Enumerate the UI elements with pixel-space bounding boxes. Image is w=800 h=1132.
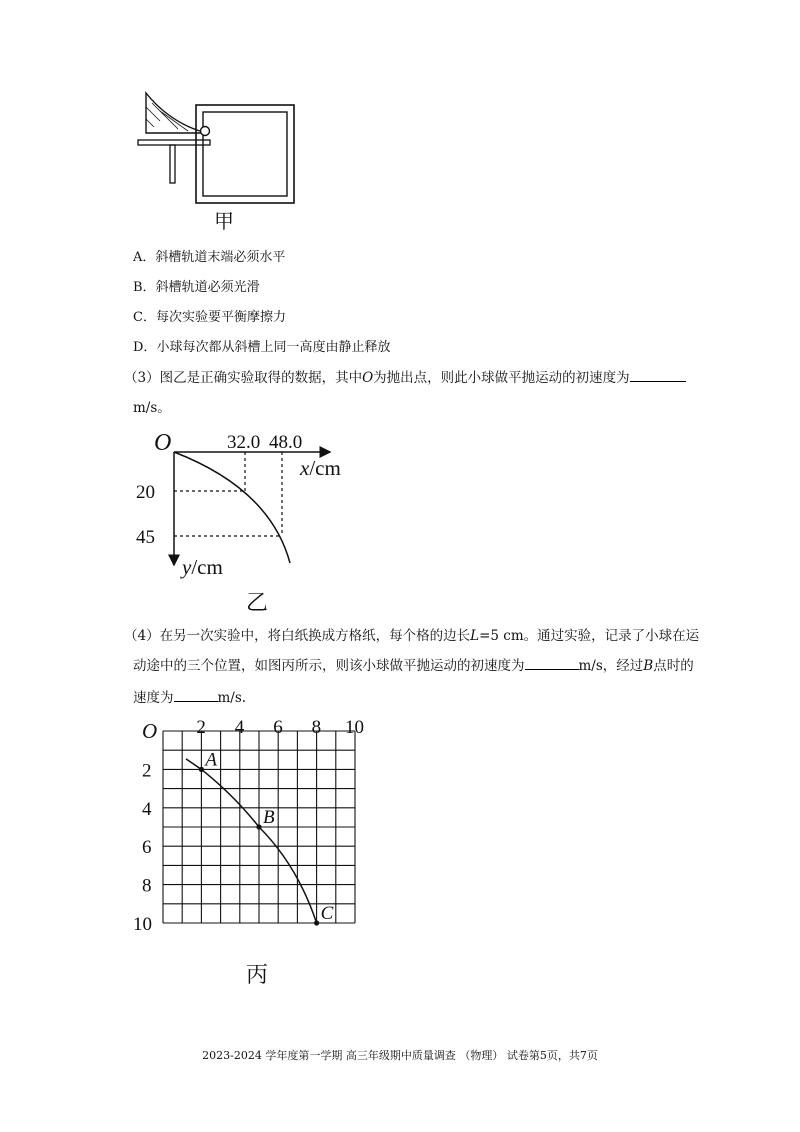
q3-text: 图乙是正确实验取得的数据，其中 bbox=[159, 370, 363, 386]
option-letter: C． bbox=[133, 310, 156, 325]
apparatus-figure bbox=[130, 85, 310, 215]
grid-chart bbox=[130, 712, 380, 952]
y-tick-label: 2 bbox=[142, 760, 152, 782]
origin-label: O bbox=[154, 430, 172, 456]
q4-text: =5 cm。通过实验，记录了小球在运 bbox=[479, 628, 700, 644]
table-leg bbox=[170, 145, 175, 183]
board-inner bbox=[203, 112, 287, 196]
q4-text: m/s. bbox=[217, 690, 247, 706]
trajectory-curve bbox=[174, 452, 290, 563]
option-letter: D． bbox=[133, 340, 157, 355]
option-b bbox=[133, 276, 260, 295]
q4-number: （4） bbox=[124, 628, 160, 644]
y-unit: /cm bbox=[191, 555, 223, 579]
q3-text-post: 为抛出点，则此小球做平抛运动的初速度为 bbox=[373, 370, 630, 386]
origin-label: O bbox=[142, 719, 158, 743]
ball bbox=[201, 127, 210, 136]
x-var: x bbox=[300, 456, 310, 480]
fig-jia-caption: 甲 bbox=[214, 209, 234, 233]
point-b bbox=[256, 824, 261, 829]
x-tick-label: 10 bbox=[345, 717, 364, 738]
option-text: 斜槽轨道必须光滑 bbox=[155, 280, 260, 295]
x-unit: /cm bbox=[309, 456, 341, 480]
x-axis-label bbox=[299, 456, 341, 480]
page-footer: 2023-2024 学年度第一学期 高三年级期中质量调查 （物理） 试卷第5页，共7页 bbox=[202, 1049, 598, 1062]
x-tick-label: 48.0 bbox=[269, 432, 303, 453]
q4-line2 bbox=[133, 654, 694, 674]
point-a bbox=[199, 767, 204, 772]
y-tick-label: 8 bbox=[142, 875, 152, 897]
var-B: B bbox=[643, 658, 654, 674]
option-a bbox=[133, 246, 285, 265]
q4-text: 点时的 bbox=[653, 658, 694, 674]
q4-line1 bbox=[124, 624, 699, 644]
board-outer bbox=[196, 105, 294, 203]
option-text: 斜槽轨道末端必须水平 bbox=[155, 250, 286, 265]
point-label-b: B bbox=[263, 807, 275, 828]
option-letter: B． bbox=[133, 280, 156, 295]
x-tick-label: 6 bbox=[273, 717, 283, 738]
fig-yi-caption: 乙 bbox=[246, 591, 269, 616]
x-tick-label: 32.0 bbox=[227, 432, 261, 453]
point-label-c: C bbox=[320, 903, 334, 924]
y-var: y bbox=[182, 555, 192, 579]
var-O: O bbox=[362, 370, 374, 386]
q3-line1 bbox=[124, 366, 686, 386]
option-c bbox=[133, 306, 286, 325]
x-tick-label: 8 bbox=[311, 717, 322, 738]
y-tick-label: 45 bbox=[136, 527, 155, 548]
q3-unit: m/s。 bbox=[133, 400, 171, 416]
q4-text: 动途中的三个位置，如图丙所示，则该小球做平抛运动的初速度为 bbox=[133, 658, 525, 674]
option-text: 每次实验要平衡摩擦力 bbox=[155, 310, 286, 325]
fig-bing-caption: 丙 bbox=[246, 963, 269, 988]
answer-blank-q3[interactable] bbox=[630, 369, 686, 382]
y-tick-label: 10 bbox=[133, 914, 152, 935]
q4-text: 速度为 bbox=[133, 690, 174, 706]
option-d bbox=[133, 336, 390, 355]
point-c bbox=[314, 920, 319, 925]
y-tick-label: 4 bbox=[142, 798, 152, 820]
q4-text: m/s，经过 bbox=[578, 658, 644, 674]
option-letter: A． bbox=[133, 250, 156, 265]
point-label-a: A bbox=[205, 749, 218, 771]
table-top bbox=[138, 140, 210, 145]
q4-line3 bbox=[133, 686, 246, 706]
option-text: 小球每次都从斜槽上同一高度由静止释放 bbox=[156, 340, 391, 355]
var-L: L bbox=[470, 628, 480, 644]
x-tick-label: 4 bbox=[234, 717, 245, 738]
answer-blank-q4-vb[interactable] bbox=[174, 689, 218, 702]
x-tick-label: 2 bbox=[196, 717, 206, 738]
q4-text: 在另一次实验中，将白纸换成方格纸，每个格的边长 bbox=[159, 628, 471, 644]
answer-blank-q4-v0[interactable] bbox=[525, 657, 579, 670]
trajectory-figure bbox=[130, 425, 370, 610]
y-tick-label: 6 bbox=[142, 837, 152, 859]
y-tick-label: 20 bbox=[136, 482, 155, 503]
q3-number: （3） bbox=[124, 370, 160, 386]
y-axis-label bbox=[180, 555, 223, 579]
